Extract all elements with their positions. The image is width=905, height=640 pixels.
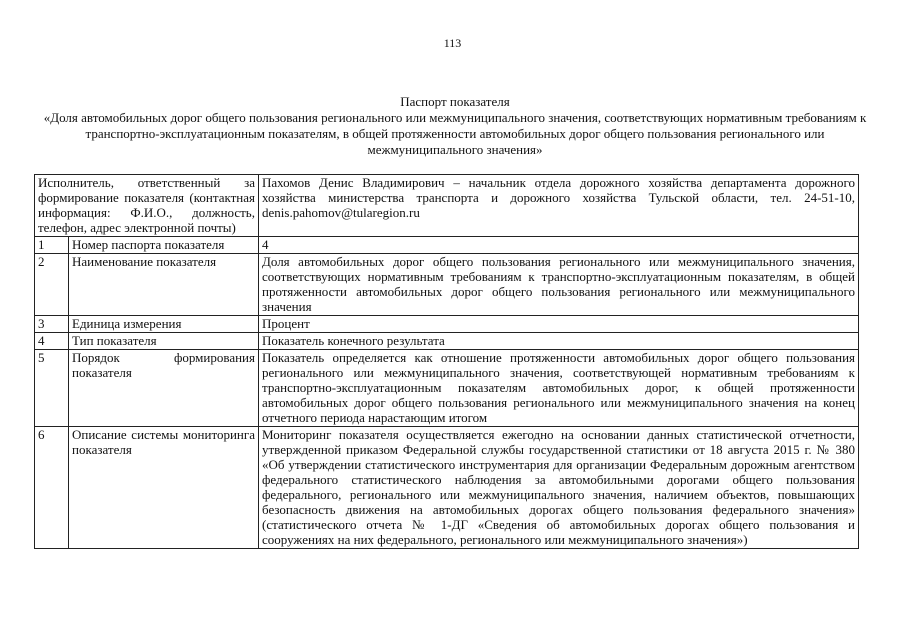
- row-label: Порядок формирования показателя: [69, 350, 259, 427]
- row-label: Наименование показателя: [69, 254, 259, 316]
- row-value: Показатель конечного результата: [259, 333, 859, 350]
- row-value: Мониторинг показателя осуществляется ежегодно на основании данных статистической отчетности, утвержденной приказом Федеральной службы государственной статистики от 18 августа 2015 г. № 380 «Об утверждении статистического инструментария для организации Федеральным дорожным агентством федерального статистического наблюдения за автомобильными дорогами общего пользования федерального, регионального или межмуниципального значения, наличием объектов, повышающих безопасность движения на автомобильных дорогах общего пользования федерального значения» (статистического отчета № 1-ДГ «Сведения об автомобильных дорогах общего пользования и сооружениях на них федерального, регионального или межмуниципального значения»): [259, 427, 859, 549]
- row-value: Процент: [259, 316, 859, 333]
- row-label: Тип показателя: [69, 333, 259, 350]
- table-row: [35, 333, 859, 350]
- row-number: 2: [35, 254, 69, 316]
- row-value: 4: [259, 237, 859, 254]
- row-label: Описание системы мониторинга показателя: [69, 427, 259, 549]
- row-label: Номер паспорта показателя: [69, 237, 259, 254]
- row-number: 1: [35, 237, 69, 254]
- table-row-executor: [35, 175, 859, 237]
- indicator-passport-table: [34, 174, 859, 549]
- table-row: [35, 316, 859, 333]
- page-number: 113: [443, 36, 462, 50]
- table-row: [35, 237, 859, 254]
- table-row: [35, 254, 859, 316]
- table-row: [35, 427, 859, 549]
- row-number: 3: [35, 316, 69, 333]
- document-title: [36, 94, 874, 158]
- row-number: 4: [35, 333, 69, 350]
- table-row: [35, 350, 859, 427]
- title-indicator-name: «Доля автомобильных дорог общего пользования регионального или межмуниципального значения, соответствующих нормативным требованиям к транспортно-эксплуатационным показателям, в общей протяженности автомобильных дорог общего пользования регионального или межмуниципального значения»: [43, 110, 867, 157]
- row-value: Доля автомобильных дорог общего пользования регионального или межмуниципального значения, соответствующих нормативным требованиям к транспортно-эксплуатационным показателям, в общей протяженности автомобильных дорог общего пользования регионального или межмуниципального значения: [259, 254, 859, 316]
- executor-label: Исполнитель, ответственный за формирование показателя (контактная информация: Ф.И.О., должность, телефон, адрес электронной почты): [35, 175, 259, 237]
- row-label: Единица измерения: [69, 316, 259, 333]
- executor-value: Пахомов Денис Владимирович – начальник отдела дорожного хозяйства департамента дорожного хозяйства министерства транспорта и дорожного хозяйства Тульской области, тел. 24-51-10, denis.pahomov@tularegion.ru: [259, 175, 859, 237]
- row-value: Показатель определяется как отношение протяженности автомобильных дорог общего пользования регионального или межмуниципального значения, соответствующей нормативным требованиям к транспортно-эксплуатационным показателям автомобильных дорог, к общей протяженности автомобильных дорог общего пользования регионального или межмуниципального значения на конец отчетного периода нарастающим итогом: [259, 350, 859, 427]
- row-number: 5: [35, 350, 69, 427]
- row-number: 6: [35, 427, 69, 549]
- title-heading: Паспорт показателя: [400, 94, 510, 109]
